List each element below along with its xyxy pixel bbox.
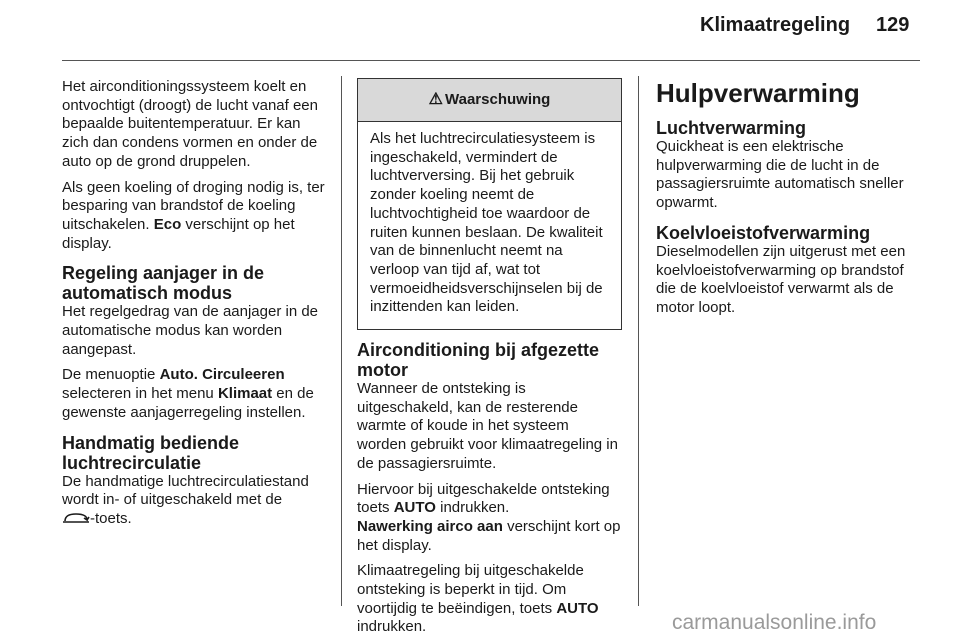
column-divider-2 — [638, 76, 639, 606]
warning-header — [358, 79, 621, 122]
column-2 — [357, 78, 622, 644]
paragraph-time-limit — [357, 562, 622, 637]
heading-airco-off: Airconditioning bij afgezette motor — [357, 340, 599, 381]
paragraph-diesel: Dieselmodellen zijn uitgerust met een koelvloeistofverwarming op brandstof die de koelvloeistof verwarmt als de motor loopt. — [656, 242, 906, 316]
column-1 — [62, 78, 326, 536]
column-3 — [656, 78, 924, 325]
text: verschijnt kort op het display. — [357, 517, 621, 554]
paragraph-recirculation — [62, 473, 326, 529]
text: De menuoptie — [62, 366, 156, 384]
warning-icon: ⚠ — [428, 90, 444, 108]
paragraph-blower: Het regelgedrag van de aanjager in de automatische modus kan worden aangepast. — [62, 303, 319, 358]
heading-air-heating: Luchtverwarming — [656, 118, 807, 138]
paragraph-condensation: Het airconditioningssysteem koelt en ontvochtigt (droogt) de lucht vanaf een bepaalde buitentemperatuur. Er kan zich dan condens vormen en onder de auto op de grond druppelen. — [62, 78, 318, 170]
recirculation-icon — [62, 512, 90, 524]
text: en de gewenste aanjagerregeling instellen. — [62, 385, 314, 421]
text: selecteren in het menu — [62, 385, 214, 403]
paragraph-auto-press — [357, 481, 622, 556]
text: Als geen koeling of droging nodig is, ter besparing van brandstof de koeling uitschakelen. — [62, 178, 325, 233]
text: De handmatige luchtrecirculatiestand wordt in- of uitgeschakeld met de — [62, 472, 309, 509]
eco-label: Eco — [153, 215, 182, 233]
section-title: Hulpverwarming — [656, 78, 860, 108]
menu-label: Klimaat — [217, 385, 273, 403]
text: -toets. — [90, 509, 132, 527]
text: indrukken. — [357, 618, 427, 636]
display-message: Nawerking airco aan — [357, 517, 503, 535]
heading-coolant-heating: Koelvloeistofverwarming — [656, 222, 871, 243]
paragraph-menu-option — [62, 366, 326, 422]
page-number: 129 — [876, 14, 910, 36]
text: verschijnt op het display. — [62, 215, 295, 252]
paragraph-residual-heat: Wanneer de ontsteking is uitgeschakeld, kan de resterende warmte of koude in het systeem worden gebruikt voor klimaatregeling in de passagiersruimte. — [357, 380, 618, 472]
auto-button-label: AUTO — [393, 499, 436, 517]
paragraph-eco — [62, 179, 326, 254]
heading-blower-auto: Regeling aanjager in de automatisch modus — [62, 263, 265, 304]
warning-body: Als het luchtrecirculatiesysteem is ingeschakeld, vermindert de luchtverversing. Bij het gebruik zonder koeling neemt de luchtvochtigheid toe waardoor de ruiten kunnen beslaan. De kwaliteit van de binnenlucht neemt na verloop van tijd af, wat tot vermoeidheidsverschijnselen bij de inzittenden kan leiden. — [370, 130, 603, 316]
watermark: carmanualsonline.info — [672, 611, 877, 634]
auto-button-label: AUTO — [556, 599, 599, 617]
text: indrukken. — [440, 499, 510, 517]
menu-option-label: Auto. Circuleeren — [159, 366, 285, 384]
paragraph-quickheat: Quickheat is een elektrische hulpverwarming die de lucht in de passagiersruimte automatisch sneller opwarmt. — [656, 138, 904, 212]
warning-title: Waarschuwing — [445, 90, 551, 108]
column-divider-1 — [341, 76, 342, 606]
text: Klimaatregeling bij uitgeschakelde ontsteking is beperkt in tijd. Om voortijdig te beëindigen, toets — [357, 562, 584, 617]
heading-recirculation: Handmatig bediende luchtrecirculatie — [62, 432, 240, 473]
text: Hiervoor bij uitgeschakelde ontsteking toets — [357, 480, 610, 517]
warning-box — [357, 78, 622, 330]
header-rule — [62, 60, 920, 61]
page-header-title: Klimaatregeling — [700, 14, 851, 36]
